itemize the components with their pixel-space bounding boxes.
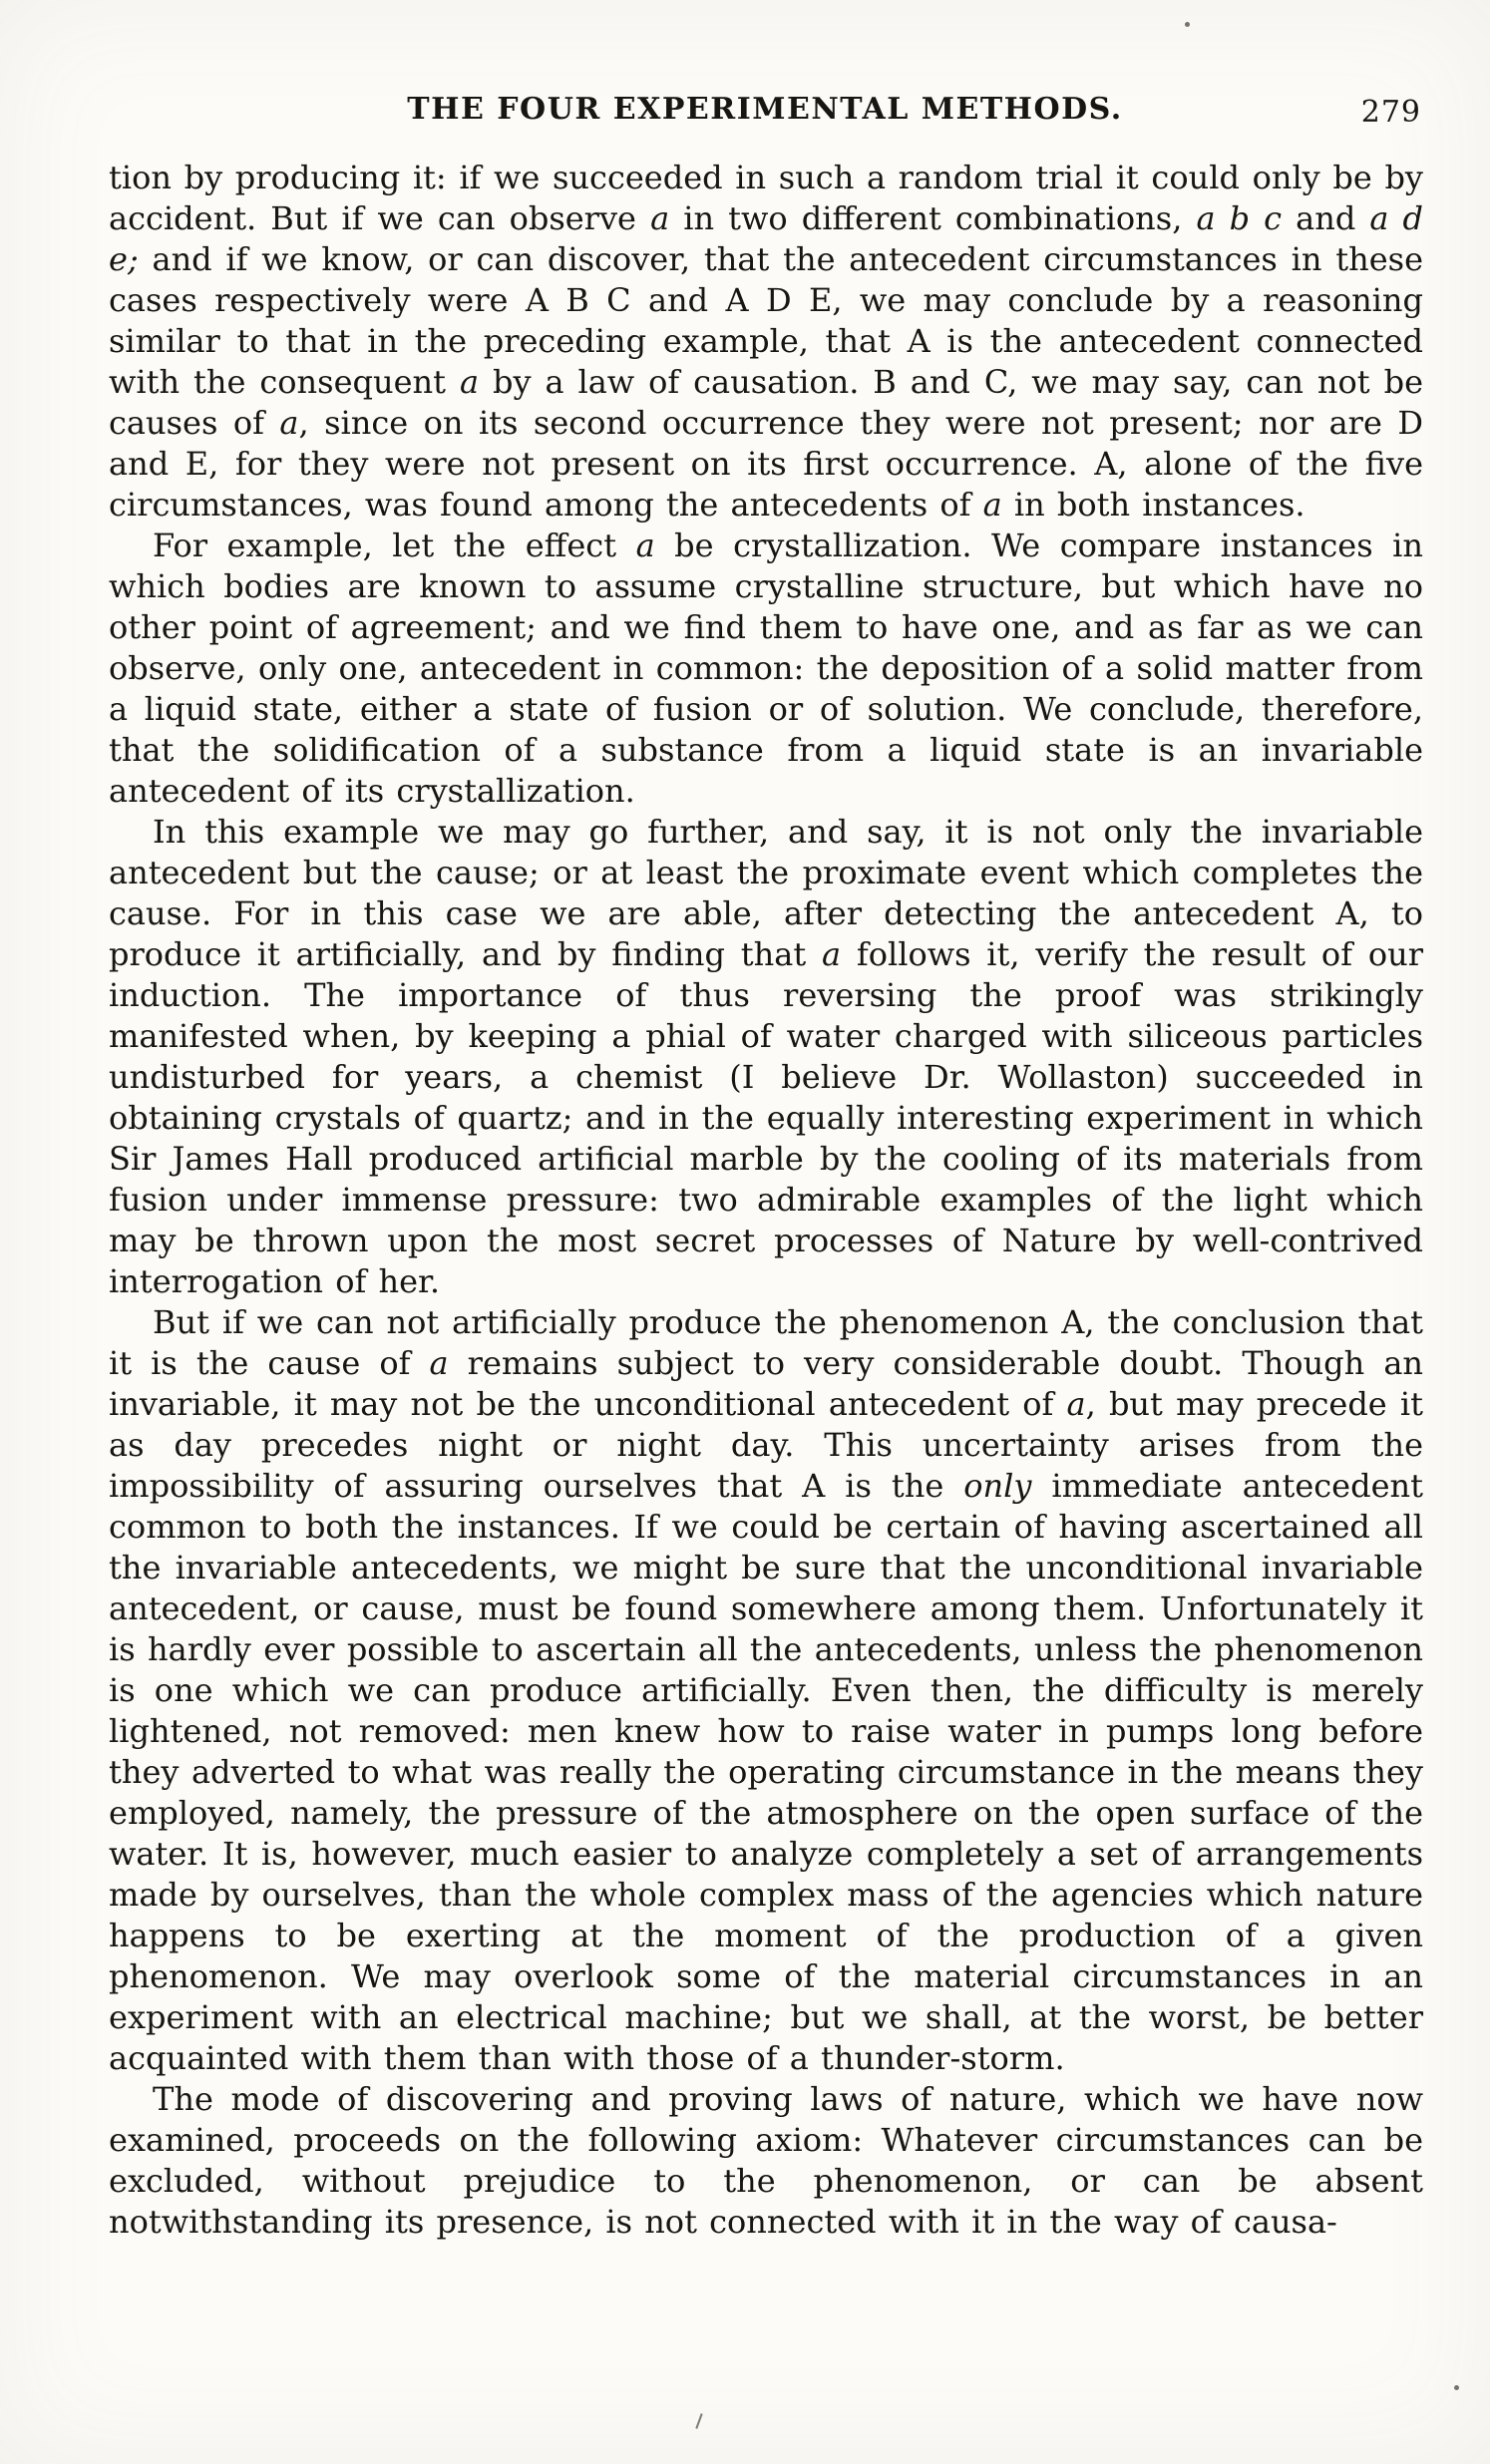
text-segment: immediate antecedent common to both the instances. If we could be certain of having ascertained all the invariable antecedents, we might be sure that the unconditional invariable antecedent, or cause, must be found somewhere among them. Unfortunately it is hardly ever possible to ascertain all the antecedents, unless the phenomenon is one which we can produce artificially. Even then, the difficulty is merely lightened, not removed: men knew how to raise water in pumps long before they adverted to what was really the operating circumstance in the means they employed, namely, the pressure of the atmosphere on the open surface of the water. It is, however, much easier to analyze completely a set of arrangements made by ourselves, than the whole complex mass of the agencies which nature happens to be exerting at the moment of the production of a given phenomenon. We may overlook some of the material circumstances in an experiment with an electrical machine; but we shall, at the worst, be better acquainted with them than with those of a thunder-storm. bbox=[109, 1467, 1424, 2077]
text-segment: a bbox=[635, 527, 655, 564]
text-segment: , but may precede it as day precedes night or night day. This uncertainty arises from the impossibility of assuring ourselves that A is the bbox=[109, 1385, 1424, 1505]
page-header bbox=[109, 92, 1421, 136]
text-segment: The mode of discovering and proving laws of nature, which we have now examined, proceeds on the following axiom: Whatever circumstances can be excluded, without prejudice to the phenomenon, or can be absent notwithstanding its presence, is not connected with it in the way of causa- bbox=[109, 2080, 1423, 2241]
text-segment: tion by producing it: if we succeeded in such a random trial it could only be by accident. But if we can observe bbox=[109, 159, 1423, 237]
text-segment: a bbox=[822, 935, 842, 973]
paragraph bbox=[109, 1302, 1423, 2079]
text-segment: be crystallization. We compare instances in which bodies are known to assume crystalline structure, but which have no other point of agreement; and we find them to have one, and as far as we can observe, only one, antecedent in common: the deposition of a solid matter from a liquid state, either a state of fusion or of solution. We conclude, therefore, that the solidification of a substance from a liquid state is an invariable antecedent of its crystallization. bbox=[109, 527, 1423, 810]
text-segment: follows it, verify the result of our induction. The importance of thus reversing the proof was strikingly manifested when, by keeping a phial of water charged with siliceous particles undisturbed for years, a chemist (I believe Dr. Wollaston) succeeded in obtaining crystals of quartz; and in the equally interesting experiment in which Sir James Hall produced artificial marble by the cooling of its materials from fusion under immense pressure: two admirable examples of the light which may be thrown upon the most secret processes of Nature by well-contrived interrogation of her. bbox=[109, 935, 1423, 1300]
running-title: THE FOUR EXPERIMENTAL METHODS. bbox=[407, 92, 1123, 127]
text-segment: a bbox=[459, 363, 480, 401]
text-segment: a b c bbox=[1196, 199, 1283, 237]
scan-speck-bottom-right bbox=[1454, 2385, 1459, 2390]
scan-speck-top bbox=[1185, 22, 1190, 27]
text-segment: in two different combinations, bbox=[669, 199, 1197, 237]
text-segment: , since on its second occurrence they were not present; nor are D and E, for they were not present on its first occurrence. A, alone of the five circumstances, was found among the antecedents of bbox=[109, 404, 1423, 524]
text-segment: But if we can not artificially produce the phenomenon A, the conclusion that it is the cause of bbox=[109, 1303, 1423, 1382]
text-segment: only bbox=[963, 1467, 1032, 1505]
text-segment: a d e; bbox=[109, 199, 1424, 278]
text-segment: a bbox=[982, 486, 1002, 524]
text-segment: In this example we may go further, and say, it is not only the invariable antecedent but the cause; or at least the proximate event which completes the cause. For in this case we are able, after detecting the antecedent A, to produce it artificially, and by finding that bbox=[109, 813, 1423, 973]
paragraph bbox=[109, 812, 1423, 1302]
text-segment: remains subject to very considerable doubt. Though an invariable, it may not be the unconditional antecedent of bbox=[109, 1344, 1424, 1423]
scan-mark-bottom bbox=[695, 2413, 702, 2429]
text-segment: and if we know, or can discover, that the antecedent circumstances in these cases respectively were A B C and A D E, we may conclude by a reasoning similar to that in the preceding example, that A is the antecedent connected with the consequent bbox=[109, 240, 1423, 401]
paragraph bbox=[109, 158, 1423, 526]
text-segment: a bbox=[279, 404, 299, 442]
paragraph bbox=[109, 526, 1423, 812]
page-number: 279 bbox=[1360, 95, 1421, 130]
text-segment: a bbox=[1066, 1385, 1086, 1423]
text-segment: by a law of causation. B and C, we may say, can not be causes of bbox=[109, 363, 1424, 442]
text-segment: and bbox=[1282, 199, 1370, 237]
text-segment: in both instances. bbox=[1001, 486, 1305, 524]
text-segment: a bbox=[429, 1344, 449, 1382]
text-segment: For example, let the effect bbox=[153, 527, 636, 564]
paragraph bbox=[109, 2079, 1423, 2243]
text-segment: a bbox=[650, 199, 670, 237]
page-body bbox=[109, 158, 1423, 2243]
